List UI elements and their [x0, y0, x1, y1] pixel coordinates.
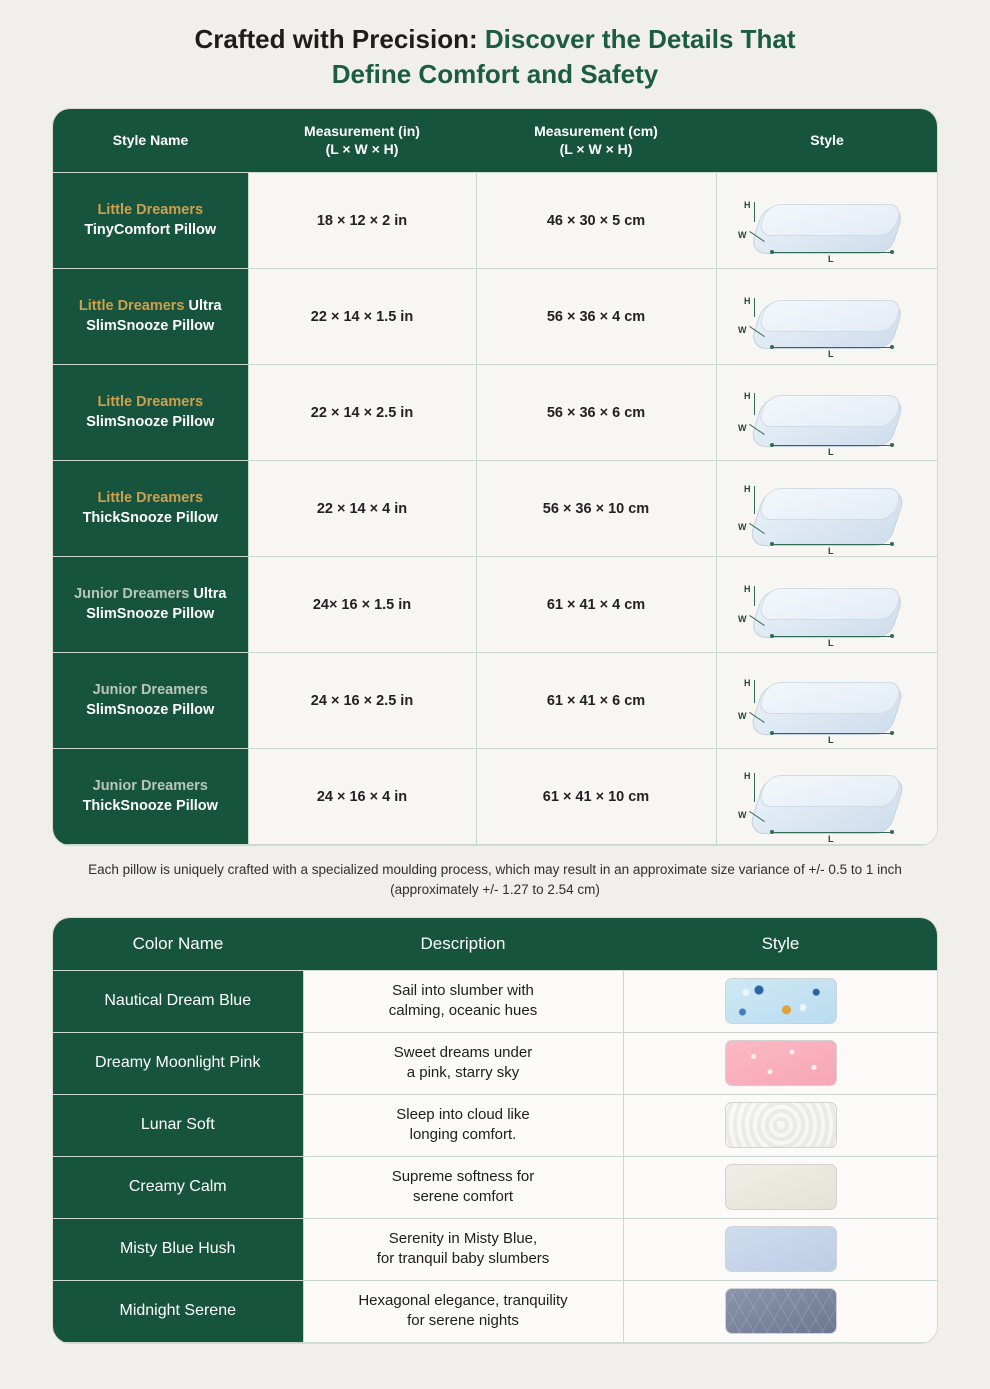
brand-label: Little Dreamers [97, 490, 204, 507]
color-description-line2: a pink, starry sky [406, 1064, 520, 1082]
style-name-cell [53, 461, 248, 557]
measurement-cm-cell: 56 × 36 × 4 cm [476, 269, 716, 365]
size-table-header-row [53, 109, 938, 173]
page-title-accent-2: Define Comfort and Safety [331, 59, 659, 90]
size-variance-note-line2: +/- 0.5 to 1 inch (approximately +/- 1.27 to 2.54 cm) [390, 862, 902, 898]
list-item [53, 1280, 938, 1342]
model-label: SlimSnooze Pillow [86, 317, 215, 334]
model-label: SlimSnooze Pillow [86, 413, 215, 430]
header-measurement-cm-l1: Measurement (cm) [534, 123, 658, 140]
brand-label: Junior Dreamers [74, 586, 190, 603]
width-dim-label: W [738, 521, 747, 532]
table-row [53, 557, 938, 653]
color-name-cell: Dreamy Moonlight Pink [53, 1032, 303, 1094]
color-description-cell [303, 1094, 623, 1156]
color-name-cell: Misty Blue Hush [53, 1218, 303, 1280]
size-table-body [53, 173, 938, 845]
height-dim-line [754, 680, 755, 703]
brand-label: Little Dreamers [97, 202, 204, 219]
midnight-serene-swatch [725, 1288, 837, 1334]
size-variance-note [58, 860, 932, 901]
color-description-line2: for tranquil baby slumbers [376, 1250, 550, 1268]
color-description-line2: serene comfort [412, 1188, 514, 1206]
page-title-accent-1: Discover the Details That [484, 24, 796, 54]
length-dim-line [772, 636, 892, 637]
size-variance-note-line1: Each pillow is uniquely crafted with a specialized moulding process, which may result in an approximate size variance of [88, 862, 805, 878]
model-label: ThickSnooze Pillow [82, 509, 218, 526]
table-row [53, 653, 938, 749]
dim-endpoint-dot [770, 634, 774, 638]
page-title [0, 0, 990, 104]
misty-blue-hush-swatch [725, 1226, 837, 1272]
length-dim-label: L [828, 253, 834, 264]
color-swatch-cell [623, 1156, 938, 1218]
pillow-diagram [732, 663, 922, 746]
height-dim-line [754, 586, 755, 606]
header-description: Description [303, 918, 623, 971]
color-description-cell [303, 1156, 623, 1218]
measurement-cm-cell: 56 × 36 × 6 cm [476, 365, 716, 461]
color-swatch-cell [623, 1094, 938, 1156]
dim-endpoint-dot [770, 443, 774, 447]
height-dim-label: H [744, 483, 751, 494]
length-dim-line [772, 252, 892, 253]
header-measurement-in [248, 109, 476, 173]
color-table [53, 918, 938, 1343]
dim-endpoint-dot [890, 830, 894, 834]
color-description-line2: calming, oceanic hues [388, 1002, 538, 1020]
list-item [53, 1156, 938, 1218]
width-dim-label: W [738, 711, 747, 722]
color-name-cell: Midnight Serene [53, 1280, 303, 1342]
pillow-diagram-cell [716, 653, 938, 749]
color-description-line1: Sleep into cloud like [396, 1105, 530, 1123]
lunar-soft-swatch [725, 1102, 837, 1148]
modifier-label: Ultra [188, 298, 222, 315]
table-row [53, 365, 938, 461]
color-table-body [53, 970, 938, 1342]
color-name-cell: Nautical Dream Blue [53, 970, 303, 1032]
model-label: ThickSnooze Pillow [82, 797, 218, 814]
header-measurement-in-l2: (L × W × H) [325, 140, 399, 157]
length-dim-label: L [828, 446, 834, 457]
color-swatch-cell [623, 970, 938, 1032]
color-swatch-cell [623, 1218, 938, 1280]
length-dim-line [772, 347, 892, 348]
pillow-diagram [732, 183, 922, 264]
measurement-cm-cell: 61 × 41 × 4 cm [476, 557, 716, 653]
width-dim-label: W [738, 229, 747, 240]
style-name-cell [53, 269, 248, 365]
pillow-top-face [757, 204, 903, 236]
length-dim-line [772, 832, 892, 833]
modifier-label: Ultra [193, 586, 227, 603]
pillow-diagram-cell [716, 557, 938, 653]
width-dim-label: W [738, 422, 747, 433]
style-name-cell [53, 557, 248, 653]
color-swatch-cell [623, 1032, 938, 1094]
page-title-plain: Crafted with Precision: [194, 24, 485, 54]
color-table-header-row [53, 918, 938, 971]
pillow-top-face [757, 395, 903, 427]
measurement-inches-cell: 22 × 14 × 4 in [248, 461, 476, 557]
length-dim-label: L [828, 349, 834, 360]
measurement-inches-cell: 22 × 14 × 2.5 in [248, 365, 476, 461]
measurement-inches-cell: 24 × 16 × 2.5 in [248, 653, 476, 749]
pillow-diagram [732, 759, 922, 845]
header-measurement-cm [476, 109, 716, 173]
table-row [53, 269, 938, 365]
pillow-diagram [732, 471, 922, 556]
pillow-diagram-cell [716, 749, 938, 845]
measurement-cm-cell: 61 × 41 × 6 cm [476, 653, 716, 749]
dim-endpoint-dot [890, 634, 894, 638]
pillow-top-face [757, 488, 903, 520]
dim-endpoint-dot [890, 345, 894, 349]
pillow-top-face [757, 775, 903, 807]
dim-endpoint-dot [890, 731, 894, 735]
pillow-diagram-cell [716, 461, 938, 557]
color-name-cell: Creamy Calm [53, 1156, 303, 1218]
color-description-cell [303, 1280, 623, 1342]
list-item [53, 1094, 938, 1156]
table-row [53, 749, 938, 845]
pillow-diagram [732, 375, 922, 457]
height-dim-line [754, 773, 755, 802]
length-dim-line [772, 445, 892, 446]
model-label: SlimSnooze Pillow [86, 701, 215, 718]
height-dim-label: H [744, 199, 751, 210]
measurement-cm-cell: 46 × 30 × 5 cm [476, 173, 716, 269]
brand-label: Little Dreamers [97, 394, 204, 411]
color-description-line2: longing comfort. [409, 1126, 517, 1144]
dreamy-moonlight-pink-swatch [725, 1040, 837, 1086]
pillow-top-face [757, 300, 903, 332]
list-item [53, 970, 938, 1032]
height-dim-label: H [744, 678, 751, 689]
measurement-inches-cell: 24× 16 × 1.5 in [248, 557, 476, 653]
nautical-dream-blue-swatch [725, 978, 837, 1024]
style-name-cell [53, 653, 248, 749]
height-dim-line [754, 202, 755, 222]
color-description-line2: for serene nights [407, 1312, 519, 1330]
color-description-cell [303, 1218, 623, 1280]
header-color-style: Style [623, 918, 938, 971]
pillow-diagram-cell [716, 269, 938, 365]
length-dim-label: L [828, 637, 834, 648]
pillow-diagram [732, 567, 922, 648]
brand-label: Junior Dreamers [92, 778, 208, 795]
height-dim-label: H [744, 296, 751, 307]
pillow-diagram-cell [716, 365, 938, 461]
length-dim-label: L [828, 834, 834, 845]
pillow-top-face [757, 682, 903, 714]
height-dim-line [754, 486, 755, 514]
pillow-diagram [732, 279, 922, 360]
color-swatch-cell [623, 1280, 938, 1342]
style-name-cell [53, 365, 248, 461]
measurement-inches-cell: 24 × 16 × 4 in [248, 749, 476, 845]
color-description-cell [303, 970, 623, 1032]
table-row [53, 173, 938, 269]
style-name-cell [53, 749, 248, 845]
dim-endpoint-dot [890, 250, 894, 254]
brand-label: Junior Dreamers [92, 682, 208, 699]
table-row [53, 461, 938, 557]
length-dim-line [772, 544, 892, 545]
dim-endpoint-dot [890, 443, 894, 447]
header-measurement-cm-l2: (L × W × H) [559, 140, 633, 157]
model-label: TinyComfort Pillow [84, 221, 217, 238]
height-dim-line [754, 298, 755, 317]
color-description-cell [303, 1032, 623, 1094]
width-dim-label: W [738, 613, 747, 624]
style-name-cell [53, 173, 248, 269]
measurement-cm-cell: 61 × 41 × 10 cm [476, 749, 716, 845]
height-dim-line [754, 393, 755, 415]
color-description-line1: Hexagonal elegance, tranquility [358, 1291, 568, 1309]
length-dim-label: L [828, 735, 834, 746]
header-measurement-in-l1: Measurement (in) [304, 123, 420, 140]
size-table-card [52, 108, 938, 846]
dim-endpoint-dot [770, 542, 774, 546]
length-dim-label: L [828, 545, 834, 556]
height-dim-label: H [744, 583, 751, 594]
width-dim-label: W [738, 325, 747, 336]
color-description-line1: Sail into slumber with [392, 981, 534, 999]
dim-endpoint-dot [770, 250, 774, 254]
list-item [53, 1032, 938, 1094]
pillow-top-face [757, 588, 903, 620]
measurement-inches-cell: 18 × 12 × 2 in [248, 173, 476, 269]
measurement-inches-cell: 22 × 14 × 1.5 in [248, 269, 476, 365]
color-description-line1: Sweet dreams under [393, 1043, 533, 1061]
color-table-card [52, 917, 938, 1344]
header-color-name: Color Name [53, 918, 303, 971]
creamy-calm-swatch [725, 1164, 837, 1210]
list-item [53, 1218, 938, 1280]
height-dim-label: H [744, 771, 751, 782]
pillow-diagram-cell [716, 173, 938, 269]
color-name-cell: Lunar Soft [53, 1094, 303, 1156]
length-dim-line [772, 733, 892, 734]
color-description-line1: Serenity in Misty Blue, [388, 1229, 538, 1247]
header-style-image: Style [716, 109, 938, 173]
brand-label: Little Dreamers [78, 298, 185, 315]
height-dim-label: H [744, 390, 751, 401]
size-table [53, 109, 938, 845]
header-style-name: Style Name [53, 109, 248, 173]
width-dim-label: W [738, 810, 747, 821]
model-label: SlimSnooze Pillow [86, 605, 215, 622]
color-description-line1: Supreme softness for [391, 1167, 535, 1185]
measurement-cm-cell: 56 × 36 × 10 cm [476, 461, 716, 557]
dim-endpoint-dot [890, 542, 894, 546]
